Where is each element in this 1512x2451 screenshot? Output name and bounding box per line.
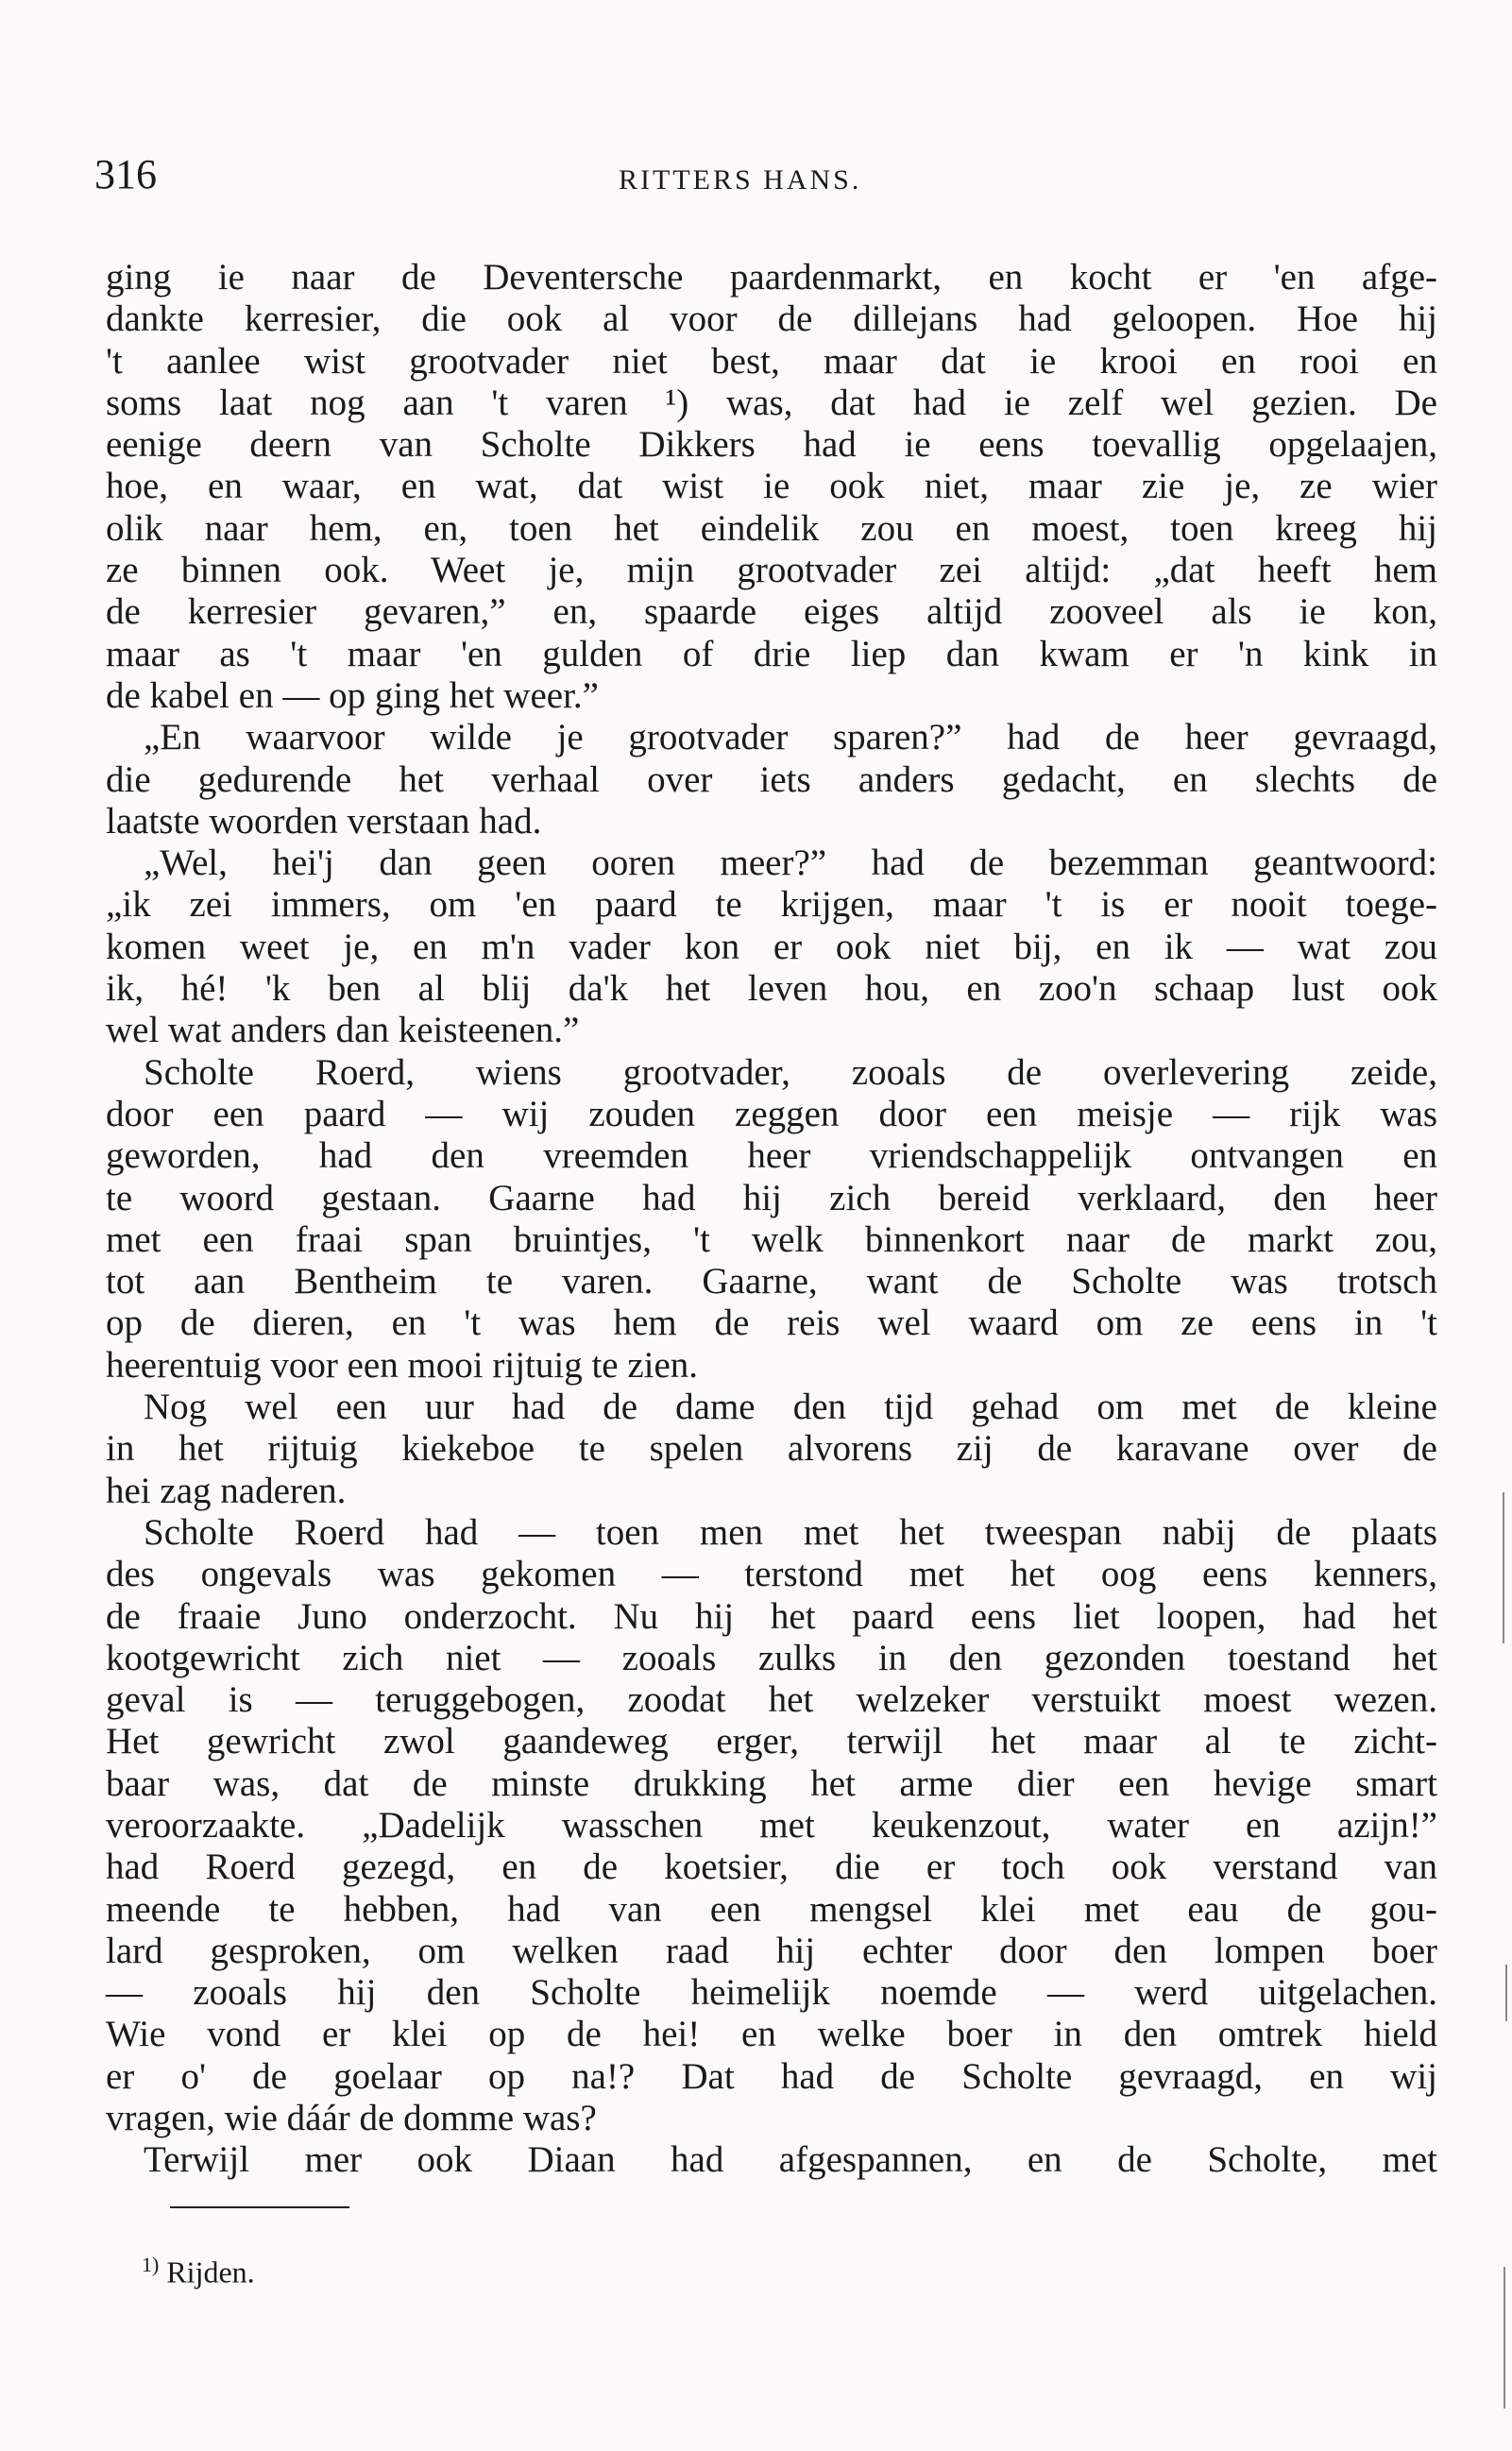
text-line: door een paard — wij zouden zeggen door een meisje — rijk was <box>106 1093 1437 1134</box>
page-header <box>94 146 1445 203</box>
page-number: 316 <box>94 151 157 197</box>
text-line: komen weet je, en m'n vader kon er ook niet bij, en ik — wat zou <box>106 926 1437 967</box>
text-line: de kabel en — op ging het weer.” <box>106 674 599 716</box>
text-line: vragen, wie dáár de domme was? <box>106 2098 597 2139</box>
text-line: Wie vond er klei op de hei! en welke boer in den omtrek hield <box>106 2014 1437 2055</box>
text-line: ik, hé! 'k ben al blij da'k het leven hou, en zoo'n schaap lust ook <box>106 968 1437 1010</box>
text-line: maar as 't maar 'en gulden of drie liep dan kwam er 'n kink in <box>106 633 1437 674</box>
text-line: tot aan Bentheim te varen. Gaarne, want de Scholte was trotsch <box>106 1261 1437 1302</box>
text-line: had Roerd gezegd, en de koetsier, die er toch ook verstand van <box>106 1847 1437 1888</box>
text-line: dankte kerresier, die ook al voor de dillejans had geloopen. Hoe hij <box>106 298 1437 340</box>
text-line: laatste woorden verstaan had. <box>106 800 542 842</box>
text-line: er o' de goelaar op na!? Dat had de Scholte gevraagd, en wij <box>106 2055 1437 2097</box>
text-line: de kerresier gevaren,” en, spaarde eiges altijd zooveel als ie kon, <box>106 591 1437 633</box>
text-line: soms laat nog aan 't varen ¹) was, dat had ie zelf wel gezien. De <box>106 382 1437 423</box>
text-line: geworden, had den vreemden heer vriendschappelijk ontvangen en <box>106 1135 1437 1177</box>
footnote-text: Rijden. <box>166 2255 255 2289</box>
footnote-divider <box>170 2206 349 2208</box>
text-line: lard gesproken, om welken raad hij echter door den lompen boer <box>106 1930 1437 1971</box>
scan-artifact <box>1505 1965 1507 2021</box>
text-line: heerentuig voor een mooi rijtuig te zien. <box>106 1344 699 1386</box>
text-line: met een fraai span bruintjes, 't welk binnenkort naar de markt zou, <box>106 1218 1437 1260</box>
text-line: des ongevals was gekomen — terstond met het oog eens kenners, <box>106 1554 1437 1595</box>
text-line: hei zag naderen. <box>106 1470 347 1511</box>
text-line: 't aanlee wist grootvader niet best, maar dat ie krooi en rooi en <box>106 340 1437 382</box>
text-line: veroorzaakte. „Dadelijk wasschen met keukenzout, water en azijn!” <box>106 1804 1437 1846</box>
text-line: Het gewricht zwol gaandeweg erger, terwijl het maar al te zicht- <box>106 1721 1437 1762</box>
text-line: geval is — teruggebogen, zoodat het welzeker verstuikt moest wezen. <box>106 1679 1437 1721</box>
text-line: eenige deern van Scholte Dikkers had ie eens toevallig opgelaajen, <box>106 424 1437 466</box>
text-line: op de dieren, en 't was hem de reis wel waard om ze eens in 't <box>106 1302 1437 1344</box>
text-line: „ik zei immers, om 'en paard te krijgen, maar 't is er nooit toege- <box>106 884 1437 926</box>
text-line: baar was, dat de minste drukking het arme dier een hevige smart <box>106 1762 1437 1804</box>
body-text <box>106 257 1437 2182</box>
text-line: hoe, en waar, en wat, dat wist ie ook niet, maar zie je, ze wier <box>106 466 1437 507</box>
text-line: ze binnen ook. Weet je, mijn grootvader zei altijd: „dat heeft hem <box>106 550 1437 591</box>
text-line: die gedurende het verhaal over iets anders gedacht, en slechts de <box>106 758 1437 800</box>
text-line: kootgewricht zich niet — zooals zulks in den gezonden toestand het <box>106 1637 1437 1678</box>
footnote <box>142 2244 255 2293</box>
text-line: de fraaie Juno onderzocht. Nu hij het paard eens liet loopen, had het <box>106 1595 1437 1637</box>
text-line: „Wel, hei'j dan geen ooren meer?” had de bezemman geantwoord: <box>144 843 1437 884</box>
text-line: Scholte Roerd had — toen men met het tweespan nabij de plaats <box>144 1511 1437 1553</box>
text-line: — zooals hij den Scholte heimelijk noemde — werd uitgelachen. <box>106 1972 1437 2014</box>
footnote-mark: 1) <box>142 2253 160 2276</box>
text-line: Scholte Roerd, wiens grootvader, zooals de overlevering zeide, <box>144 1051 1437 1093</box>
text-line: Nog wel een uur had de dame den tijd gehad om met de kleine <box>144 1387 1437 1428</box>
text-line: meende te hebben, had van een mengsel klei met eau de gou- <box>106 1888 1437 1930</box>
text-line: Terwijl mer ook Diaan had afgespannen, en de Scholte, met <box>144 2139 1437 2181</box>
scan-artifact <box>1503 1492 1504 1643</box>
text-line: wel wat anders dan keisteenen.” <box>106 1010 580 1051</box>
text-line: in het rijtuig kiekeboe te spelen alvorens zij de karavane over de <box>106 1428 1437 1470</box>
scan-artifact <box>1504 2267 1505 2408</box>
text-line: ging ie naar de Deventersche paardenmarkt, en kocht er 'en afge- <box>106 257 1437 298</box>
text-line: „En waarvoor wilde je grootvader sparen?” had de heer gevraagd, <box>144 717 1437 758</box>
running-title: RITTERS HANS. <box>619 164 862 196</box>
text-line: te woord gestaan. Gaarne had hij zich bereid verklaard, den heer <box>106 1177 1437 1218</box>
text-line: olik naar hem, en, toen het eindelik zou en moest, toen kreeg hij <box>106 507 1437 549</box>
